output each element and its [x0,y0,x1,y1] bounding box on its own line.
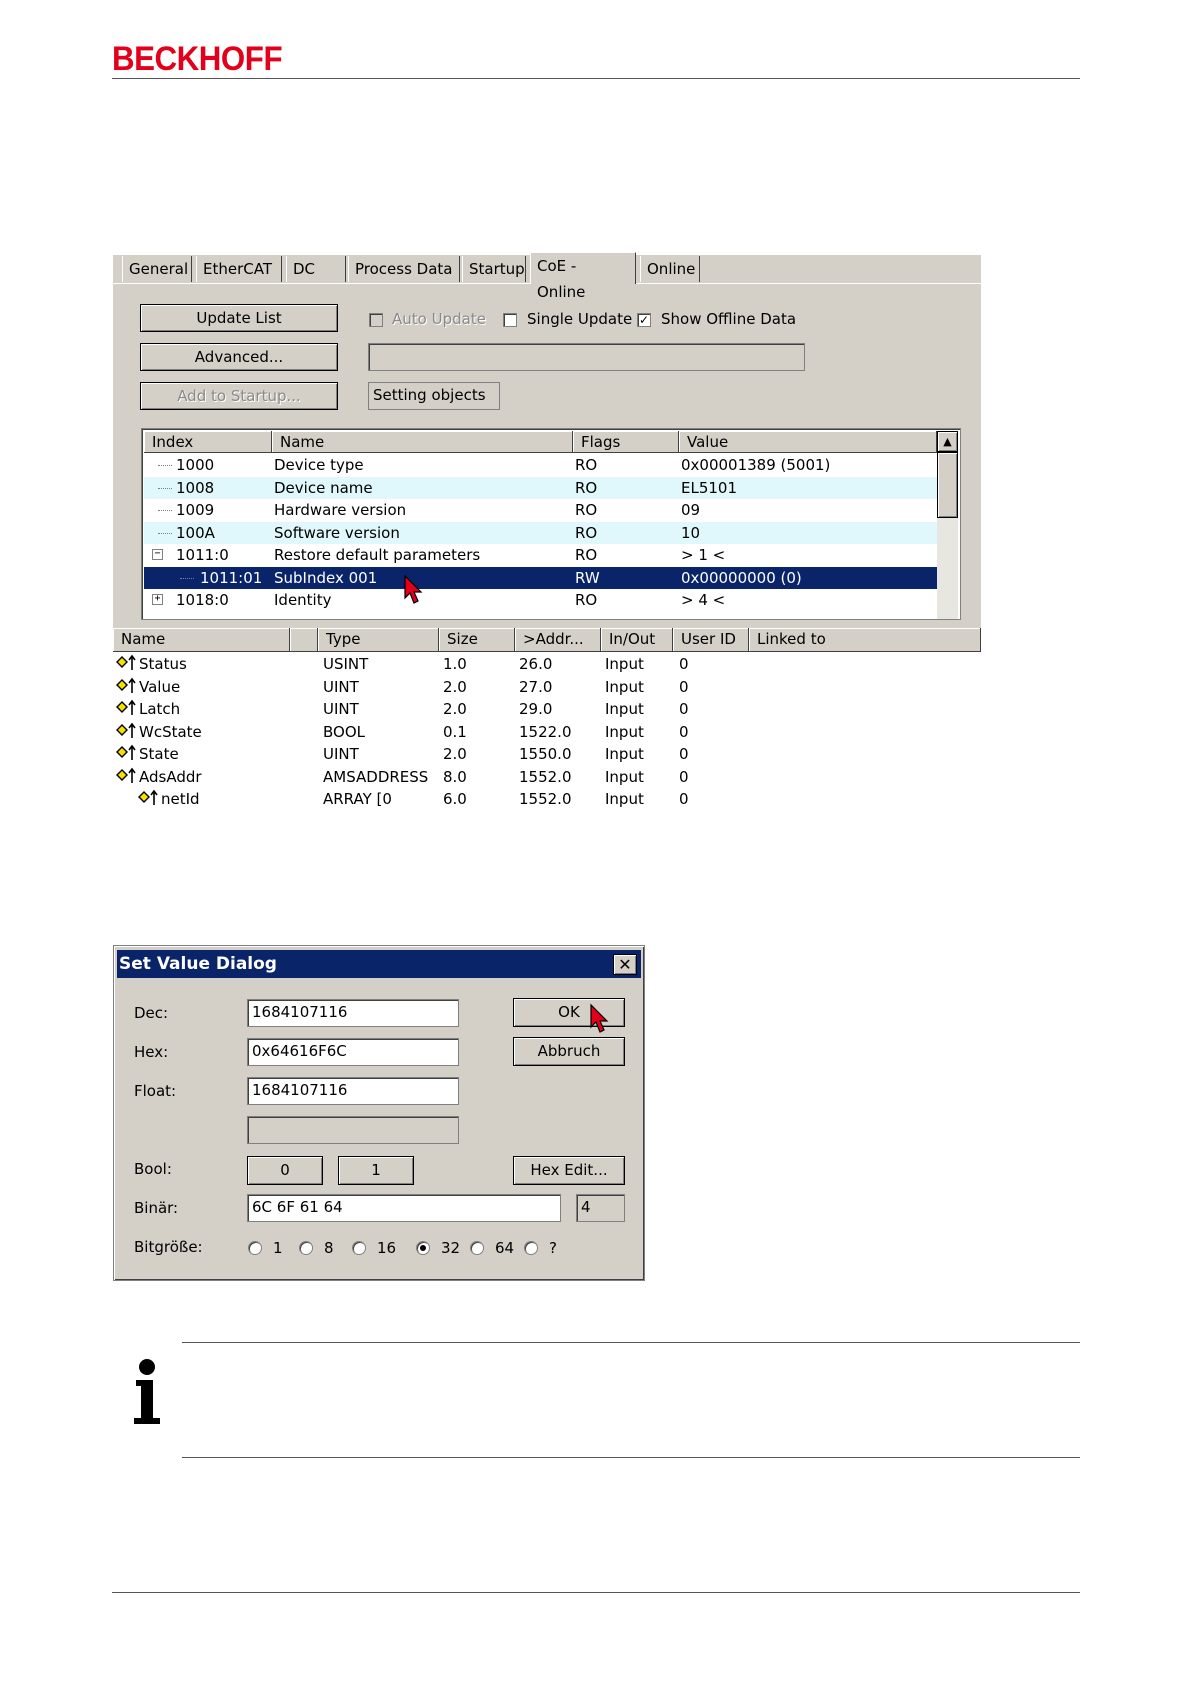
variable-type: USINT [323,655,369,673]
expand-icon[interactable]: + [152,594,163,605]
dec-input[interactable]: 1684107116 [247,999,459,1027]
bitsize-64-radio[interactable] [470,1241,484,1255]
variable-inout: Input [605,745,644,763]
input-variable-icon [116,722,138,742]
variable-addr: 26.0 [519,655,553,673]
bitsize-32-radio[interactable] [416,1241,430,1255]
hex-edit-button[interactable]: Hex Edit... [513,1156,625,1185]
coe-row-flags: RO [575,523,598,542]
variable-userid: 0 [679,655,689,673]
coe-row-index: 1018:0 [176,591,229,609]
header-rule [112,78,1080,79]
variable-size: 0.1 [443,722,467,741]
tab-coe-online[interactable]: CoE - Online [530,252,636,284]
coe-row-value: 0x00000000 (0) [681,568,802,587]
hex-input[interactable]: 0x64616F6C [247,1038,459,1066]
variable-size: 8.0 [443,767,467,786]
bitsize-8-label: 8 [324,1239,334,1257]
variable-type: UINT [323,745,359,763]
process-variables-table[interactable] [113,628,981,808]
variable-row[interactable] [113,676,981,698]
mouse-cursor-icon [403,574,425,606]
coe-row-name: Device name [274,478,373,497]
col-index[interactable]: Index [144,431,272,453]
coe-row-name: Identity [274,591,332,609]
tree-line [158,533,172,534]
variable-userid: 0 [679,790,689,808]
tree-line [180,578,194,579]
variable-size: 2.0 [443,745,467,763]
variable-row[interactable] [113,766,981,788]
col-name[interactable]: Name [272,431,573,453]
coe-row-value: 10 [681,523,701,542]
set-value-dialog [113,945,645,1281]
variable-size: 2.0 [443,700,467,718]
show-offline-data-label: Show Offline Data [661,310,797,328]
variable-addr: 1552.0 [519,767,572,786]
note-top-rule [182,1342,1080,1343]
bitsize-64-label: 64 [495,1239,515,1257]
coe-row-flags: RO [575,501,598,519]
beckhoff-logo: BECKHOFF [112,40,283,78]
bitsize-8-radio[interactable] [299,1241,313,1255]
tab-process-data[interactable]: Process Data [348,256,460,282]
variable-type: ARRAY [0 [323,790,392,808]
tab-startup[interactable]: Startup [462,256,526,282]
bitsize-unknown-radio[interactable] [524,1241,538,1255]
bitsize-1-label: 1 [273,1239,283,1257]
coe-row-value: 09 [681,501,701,519]
scroll-thumb[interactable] [937,452,958,518]
bool-0-button[interactable]: 0 [247,1156,323,1185]
coe-row-flags: RO [575,591,598,609]
variable-size: 2.0 [443,677,467,696]
coe-row[interactable] [144,477,937,499]
variable-row[interactable] [113,788,981,808]
coe-row[interactable] [144,567,937,589]
variable-addr: 1550.0 [519,745,572,763]
dialog-title: Set Value Dialog [119,954,277,974]
collapse-icon[interactable]: − [152,549,163,560]
coe-row-index: 100A [176,523,215,542]
input-variable-icon [116,699,138,719]
variable-row[interactable] [113,743,981,765]
col-flags[interactable]: Flags [573,431,679,453]
variable-addr: 1522.0 [519,722,572,741]
single-update-label: Single Update [527,310,633,328]
info-icon [130,1358,164,1426]
tab-dc[interactable]: DC [286,256,346,282]
bitsize-unknown-label: ? [549,1239,557,1257]
coe-row-name: Software version [274,523,400,542]
variable-size: 6.0 [443,790,467,808]
variable-name: Status [139,655,187,673]
variable-inout: Input [605,722,644,741]
variable-type: AMSADDRESS [323,767,429,786]
variable-type: BOOL [323,722,365,741]
variable-inout: Input [605,700,644,718]
input-variable-icon [116,654,138,674]
bool-1-button[interactable]: 1 [338,1156,414,1185]
variable-userid: 0 [679,722,689,741]
float-label: Float: [134,1082,177,1100]
coe-row[interactable] [144,499,937,521]
coe-row-value: 0x00001389 (5001) [681,456,831,474]
coe-row-flags: RO [575,456,598,474]
input-variable-icon [116,677,138,697]
variable-name: AdsAddr [139,767,202,786]
vcol-addr[interactable]: >Addr... [515,628,601,652]
tab-online[interactable]: Online [640,256,700,282]
coe-row-index: 1011:0 [176,546,229,564]
bitsize-label: Bitgröße: [134,1238,203,1256]
variable-inout: Input [605,790,644,808]
input-variable-icon [138,789,160,808]
coe-object-list[interactable] [141,428,961,620]
tree-line [158,510,172,511]
dec-label: Dec: [134,1004,169,1022]
col-value[interactable]: Value [679,431,937,453]
coe-row-name: SubIndex 001 [274,568,378,587]
coe-row-index: 1009 [176,501,215,519]
variable-name: WcState [139,722,202,741]
variable-name: netId [161,790,200,808]
input-variable-icon [116,744,138,764]
progress-field [368,343,805,371]
binar-length-field: 4 [576,1194,625,1222]
vcol-inout[interactable]: In/Out [601,628,673,652]
variable-addr: 27.0 [519,677,553,696]
coe-row-index: 1011:01 [200,568,263,587]
binar-input[interactable]: 6C 6F 61 64 [247,1194,561,1222]
vcol-userid[interactable]: User ID [673,628,749,652]
tree-line [158,488,172,489]
variable-userid: 0 [679,767,689,786]
auto-update-checkbox[interactable] [369,313,383,327]
variable-inout: Input [605,767,644,786]
variable-addr: 1552.0 [519,790,572,808]
close-icon[interactable]: ✕ [613,954,637,975]
tree-line [158,465,172,466]
float-input[interactable]: 1684107116 [247,1077,459,1105]
vcol-linked[interactable]: Linked to [749,628,981,652]
coe-row-flags: RO [575,546,598,564]
variable-addr: 29.0 [519,700,553,718]
coe-row[interactable] [144,454,937,476]
bitsize-32-label: 32 [441,1239,461,1257]
hex-label: Hex: [134,1043,169,1061]
coe-row-value: > 4 < [681,591,726,609]
coe-row-name: Hardware version [274,501,407,519]
coe-row[interactable] [144,544,937,566]
advanced-button[interactable]: Advanced... [140,343,338,371]
vcol-name[interactable]: Name [113,628,290,652]
blank-field [247,1116,459,1144]
coe-row[interactable] [144,589,937,611]
bitsize-16-radio[interactable] [352,1241,366,1255]
variable-name: State [139,745,179,763]
status-field: Setting objects [368,382,500,410]
footer-rule [112,1592,1080,1593]
abbruch-button[interactable]: Abbruch [513,1037,625,1066]
ok-button[interactable]: OK [513,998,625,1027]
variable-inout: Input [605,655,644,673]
variable-row[interactable] [113,653,981,675]
bool-label: Bool: [134,1160,172,1178]
auto-update-label: Auto Update [392,310,486,328]
variable-name: Latch [139,700,181,718]
add-to-startup-button[interactable]: Add to Startup... [140,382,338,410]
coe-row-index: 1008 [176,478,215,497]
input-variable-icon [116,767,138,787]
variable-type: UINT [323,700,359,718]
coe-row-value: EL5101 [681,478,738,497]
note-bottom-rule [182,1457,1080,1458]
coe-row-flags: RO [575,478,598,497]
variable-row[interactable] [113,721,981,743]
coe-row-index: 1000 [176,456,215,474]
vcol-spacer [290,628,318,652]
show-offline-data-checkbox[interactable]: ✓ [638,313,650,327]
variable-inout: Input [605,677,644,696]
tab-general[interactable]: General [122,256,192,282]
variable-userid: 0 [679,745,689,763]
single-update-checkbox[interactable] [503,313,517,327]
coe-row[interactable] [144,522,937,544]
coe-row-name: Device type [274,456,364,474]
variable-size: 1.0 [443,655,467,673]
coe-row-value: > 1 < [681,546,726,564]
variable-userid: 0 [679,677,689,696]
variable-userid: 0 [679,700,689,718]
scroll-up-button[interactable]: ▲ [937,431,958,452]
vcol-size[interactable]: Size [439,628,515,652]
coe-row-flags: RW [575,568,600,587]
variable-row[interactable] [113,698,981,720]
update-list-button[interactable]: Update List [140,304,338,332]
coe-row-name: Restore default parameters [274,546,481,564]
tab-ethercat[interactable]: EtherCAT [196,256,282,282]
variable-type: UINT [323,677,359,696]
binar-label: Binär: [134,1199,179,1217]
vcol-type[interactable]: Type [318,628,439,652]
bitsize-16-label: 16 [377,1239,397,1257]
variable-name: Value [139,677,181,696]
bitsize-1-radio[interactable] [248,1241,262,1255]
mouse-cursor-icon [589,1003,611,1035]
